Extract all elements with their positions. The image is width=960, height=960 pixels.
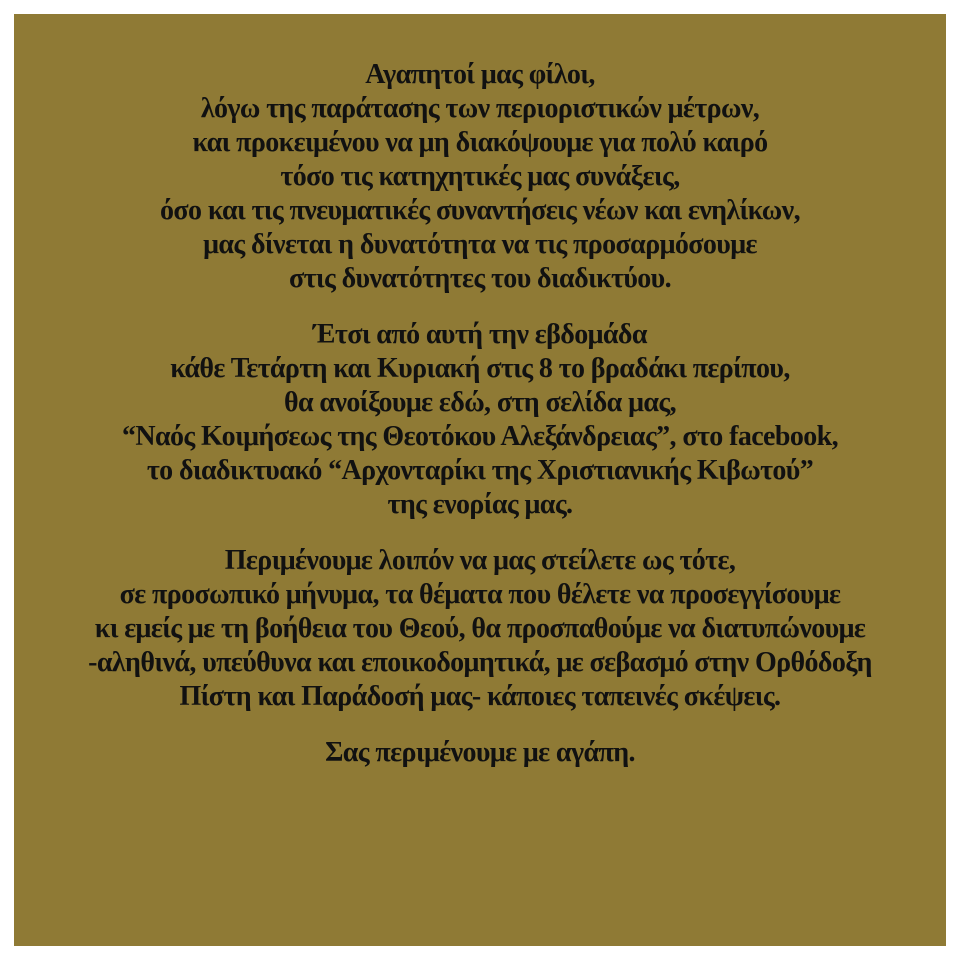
text-line: κι εμείς με τη βοήθεια του Θεού, θα προσπαθούμε να διατυπώνουμε	[94, 613, 866, 644]
paragraph-request	[14, 544, 946, 714]
text-line: Πίστη και Παράδοσή μας- κάποιες ταπεινές σκέψεις.	[179, 681, 781, 712]
text-line: Έτσι από αυτή την εβδομάδα	[313, 319, 647, 350]
text-line: μας δίνεται η δυνατότητα να τις προσαρμόσουμε	[203, 229, 757, 260]
paragraph-closing	[14, 736, 946, 770]
text-line: και προκειμένου να μη διακόψουμε για πολύ καιρό	[192, 127, 768, 158]
text-line: λόγω της παράτασης των περιοριστικών μέτρων,	[200, 93, 760, 124]
paragraph-greeting	[14, 58, 946, 296]
text-line: Περιμένουμε λοιπόν να μας στείλετε ως τότε,	[224, 545, 736, 576]
text-line: στις δυνατότητες του διαδικτύου.	[288, 263, 672, 294]
text-line: Σας περιμένουμε με αγάπη.	[325, 737, 635, 768]
announcement-text	[14, 58, 946, 770]
text-line: “Ναός Κοιμήσεως της Θεοτόκου Αλεξάνδρειας”, στο facebook,	[121, 421, 839, 452]
text-line: τόσο τις κατηχητικές μας συνάξεις,	[280, 161, 680, 192]
text-line: Αγαπητοί μας φίλοι,	[365, 59, 595, 90]
text-line: σε προσωπικό μήνυμα, τα θέματα που θέλετε να προσεγγίσουμε	[119, 579, 841, 610]
paragraph-schedule	[14, 318, 946, 522]
text-line: της ενορίας μας.	[387, 489, 573, 520]
text-line: κάθε Τετάρτη και Κυριακή στις 8 το βραδάκι περίπου,	[170, 353, 790, 384]
text-line: όσο και τις πνευματικές συναντήσεις νέων και ενηλίκων,	[160, 195, 800, 226]
announcement-panel	[14, 14, 946, 946]
text-line: θα ανοίξουμε εδώ, στη σελίδα μας,	[283, 387, 676, 418]
text-line: το διαδικτυακό “Αρχονταρίκι της Χριστιανικής Κιβωτού”	[146, 455, 814, 486]
text-line: -αληθινά, υπεύθυνα και εποικοδομητικά, με σεβασμό στην Ορθόδοξη	[88, 647, 872, 678]
